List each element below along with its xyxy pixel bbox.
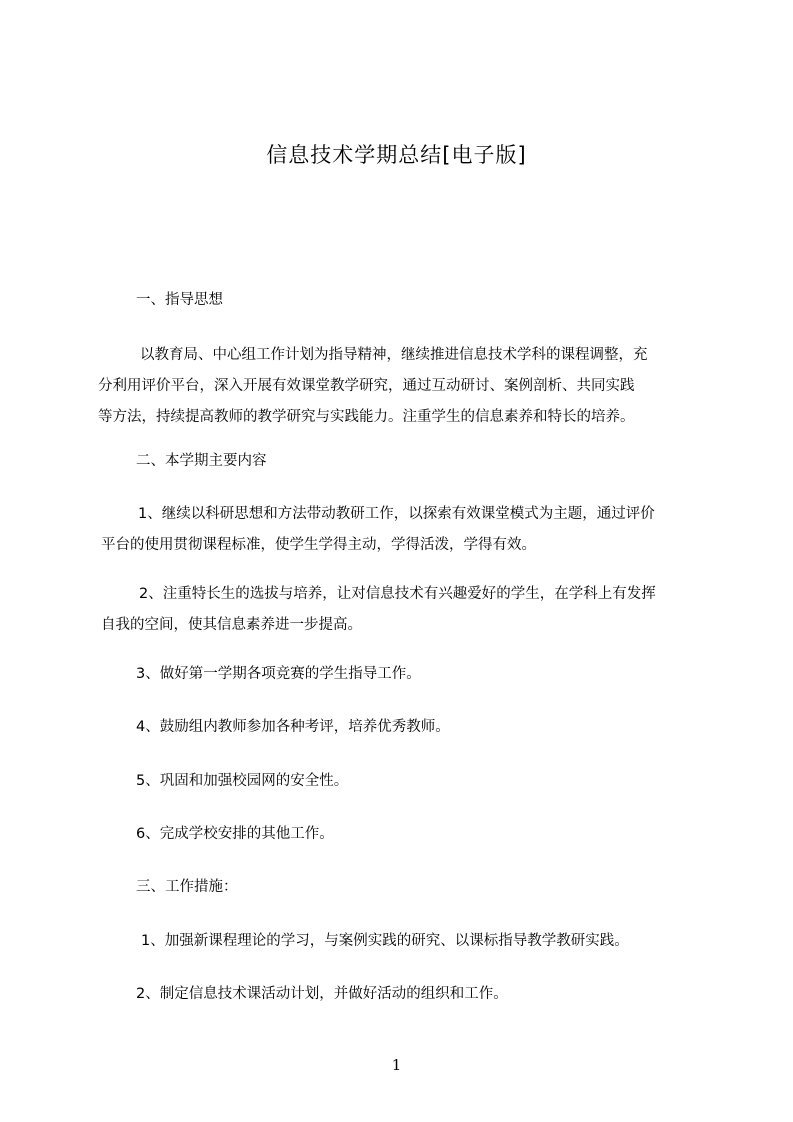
list-item-measure-2: 2、制定信息技术课活动计划，并做好活动的组织和工作。 [136,986,508,1002]
section-heading-measures: 三、工作措施： [136,879,238,895]
document-title: 信息技术学期总结[电子版] [266,143,527,167]
list-item-content-1 [102,499,722,561]
paragraph-line: 等方法，持续提高教师的教学研究与实践能力。注重学生的信息素养和特长的培养。 [98,409,635,425]
paragraph-line: 1、继续以科研思想和方法带动教研工作，以探索有效课堂模式为主题，通过评价 [138,506,655,522]
list-item-content-6: 6、完成学校安排的其他工作。 [136,826,334,842]
section-heading-main-content: 二、本学期主要内容 [136,453,267,469]
paragraph-guiding-ideology [98,340,722,433]
paragraph-line: 自我的空间，使其信息素养进一步提高。 [101,617,362,633]
page-number: 1 [391,1056,402,1074]
paragraph-line: 2、注重特长生的选拔与培养，让对信息技术有兴趣爱好的学生，在学科上有发挥 [139,586,656,602]
list-item-measure-1: 1、加强新课程理论的学习，与案例实践的研究、以课标指导教学教研实践。 [141,933,629,949]
list-item-content-5: 5、巩固和加强校园网的安全性。 [136,773,349,789]
list-item-content-2 [102,579,722,641]
paragraph-line: 以教育局、中心组工作计划为指导精神，继续推进信息技术学科的课程调整，充 [140,347,648,363]
section-heading-guiding-ideology: 一、指导思想 [136,292,223,308]
paragraph-line: 分利用评价平台，深入开展有效课堂教学研究，通过互动研讨、案例剖析、共同实践 [98,378,635,394]
paragraph-line: 平台的使用贯彻课程标准，使学生学得主动，学得活泼，学得有效。 [101,537,536,553]
list-item-content-3: 3、做好第一学期各项竞赛的学生指导工作。 [136,666,421,682]
list-item-content-4: 4、鼓励组内教师参加各种考评，培养优秀教师。 [136,719,450,735]
